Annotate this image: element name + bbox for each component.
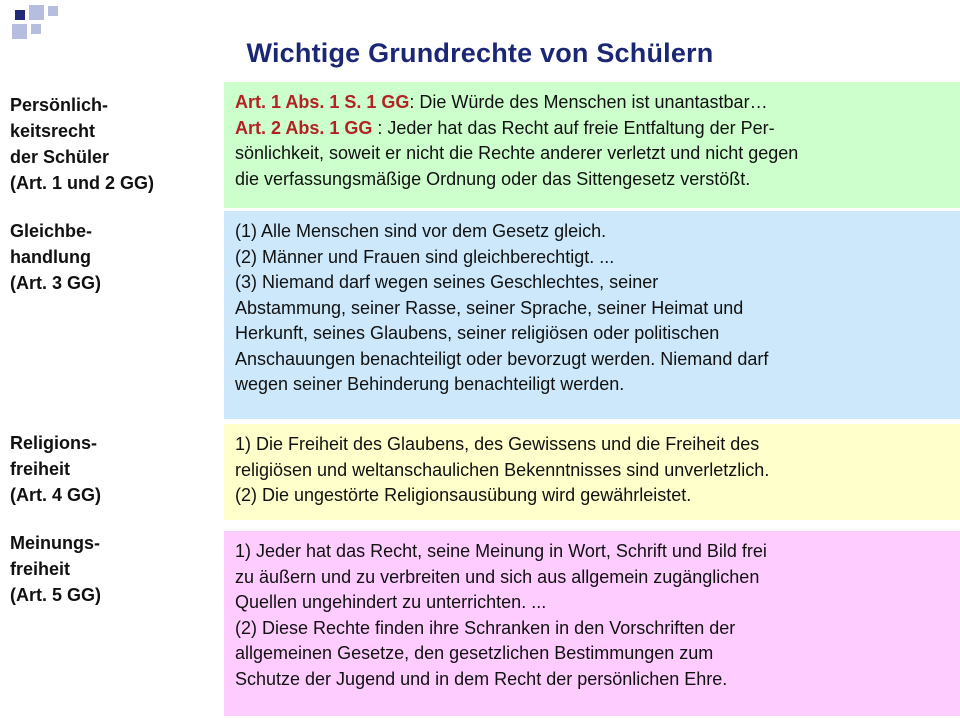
text-line: Quellen ungehindert zu unterrichten. ... <box>235 592 547 612</box>
text-line <box>235 90 950 116</box>
text-line: religiösen und weltanschaulichen Bekenntnisses sind unverletzlich. <box>235 459 770 480</box>
section-label-religion <box>10 430 220 508</box>
text-line: Abstammung, seiner Rasse, seiner Sprache, seiner Heimat und <box>235 297 744 318</box>
text-line: Herkunft, seines Glaubens, seiner religiösen oder politischen <box>235 323 720 343</box>
label-line: handlung <box>10 247 91 267</box>
label-line: (Art. 1 und 2 GG) <box>10 173 154 193</box>
corner-decoration-square <box>31 24 41 34</box>
section-label-expression <box>10 530 220 608</box>
text-line: (2) Männer und Frauen sind gleichberechtigt. ... <box>235 246 615 267</box>
article-reference: Art. 1 Abs. 1 S. 1 GG <box>235 92 410 112</box>
text-line: die verfassungsmäßige Ordnung oder das Sittengesetz verstößt. <box>235 168 751 189</box>
corner-decoration-square <box>29 5 44 20</box>
article-text: : Die Würde des Menschen ist unantastbar… <box>409 92 768 112</box>
corner-decoration-square <box>15 10 25 20</box>
label-line: (Art. 3 GG) <box>10 273 102 293</box>
label-line: Religions- <box>10 433 98 453</box>
section-text-personality <box>224 82 960 208</box>
label-line: freiheit <box>10 459 71 479</box>
label-line: der Schüler <box>10 147 110 167</box>
text-line: 1) Jeder hat das Recht, seine Meinung in Wort, Schrift und Bild frei <box>235 541 767 561</box>
corner-decoration-square <box>12 24 27 39</box>
text-line: zu äußern und zu verbreiten und sich aus allgemein zugänglichen <box>235 566 760 587</box>
page-title: Wichtige Grundrechte von Schülern <box>246 38 714 68</box>
label-line: (Art. 5 GG) <box>10 585 102 605</box>
text-line: 1) Die Freiheit des Glaubens, des Gewissens und die Freiheit des <box>235 434 760 454</box>
section-text-equality <box>224 211 960 419</box>
label-line: (Art. 4 GG) <box>10 485 102 505</box>
text-line <box>235 116 950 142</box>
text-line: wegen seiner Behinderung benachteiligt werden. <box>235 374 625 394</box>
text-line: Anschauungen benachteiligt oder bevorzugt werden. Niemand darf <box>235 348 769 369</box>
label-line: Gleichbe- <box>10 221 93 241</box>
section-label-personality <box>10 92 220 196</box>
section-label-equality <box>10 218 220 296</box>
text-line: Schutze der Jugend und in dem Recht der persönlichen Ehre. <box>235 668 728 689</box>
label-line: Meinungs- <box>10 533 100 553</box>
text-line: allgemeinen Gesetze, den gesetzlichen Bestimmungen zum <box>235 643 714 663</box>
label-line: freiheit <box>10 559 71 579</box>
article-text: : Jeder hat das Recht auf freie Entfaltung der Per- <box>372 117 775 138</box>
corner-decoration-square <box>48 6 58 16</box>
section-text-religion <box>224 424 960 520</box>
label-line: keitsrecht <box>10 121 96 141</box>
text-line: (1) Alle Menschen sind vor dem Gesetz gleich. <box>235 221 607 241</box>
text-line: (2) Die ungestörte Religionsausübung wird gewährleistet. <box>235 485 692 505</box>
text-line: (3) Niemand darf wegen seines Geschlechtes, seiner <box>235 272 659 292</box>
text-line: sönlichkeit, soweit er nicht die Rechte anderer verletzt und nicht gegen <box>235 143 799 163</box>
section-text-expression <box>224 531 960 716</box>
label-line: Persönlich- <box>10 95 109 115</box>
text-line: (2) Diese Rechte finden ihre Schranken in den Vorschriften der <box>235 617 736 638</box>
article-reference: Art. 2 Abs. 1 GG <box>235 117 373 138</box>
